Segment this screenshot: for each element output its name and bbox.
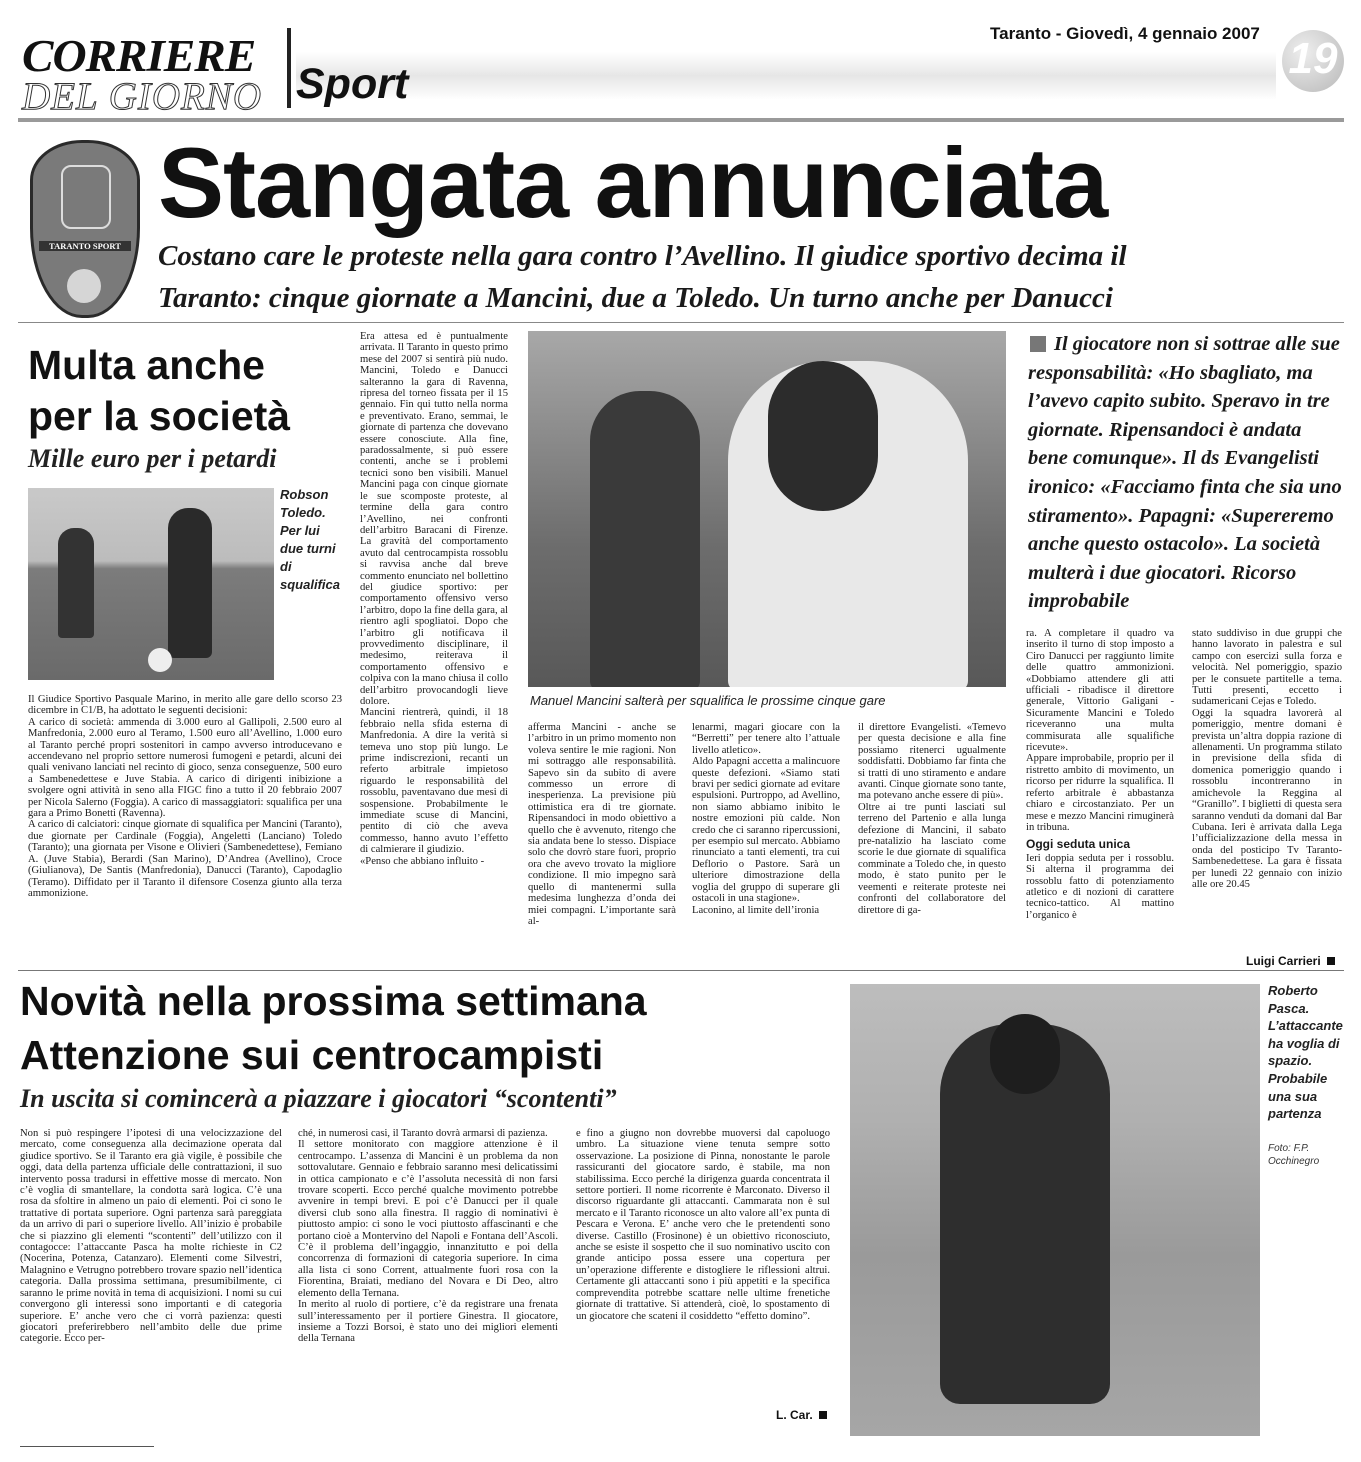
crest-figure-icon — [61, 165, 111, 229]
crest-ball-icon — [67, 269, 101, 303]
main-col5 — [1026, 628, 1174, 962]
goalkeeper-silhouette — [58, 528, 94, 638]
crest-text: TARANTO SPORT — [39, 241, 131, 251]
bottom-col1-text: Non si può respingere l’ipotesi di una velocizzazione del mercato, come conseguenza alla decimazione operata dal giudice sportivo. Se il Taranto era già vigile, è possibile che oggi, data della partenza ufficiale delle contrattazioni, il suo intervento possa tradursi in effettive mosse di mercato. Non c’è voglia di smantellare, la condotta sarà logica. C’è una rosa da sfoltire in almeno un paio di elementi. Poi ci sono le trattative di portata superiore. Ogni partenza sarà pareggiata da un arrivo di pari o superiore livello. All’inizio è probabile che si piazzino gli elementi “scontenti” dell’utilizzo con il contagocce: l’attaccante Pasca ha molte richieste in C2 (Nocerina, Potenza, Catanzaro). Elementi come Silvestri, Malagnino e Vetrugno potrebbero trovare spazio nell’identica categoria. Dalla prossima settimana, presumibilmente, ci saranno le prime novità in tema di acquisizioni. I nomi su cui convergono gli interessi sono importanti e di categoria superiore. E’ anche vero che ci vorrà pazienza: questi giocatori preferirebbero nell’ambito delle due prime categorie. Ecco per- — [20, 1128, 282, 1345]
mancini-photo-caption: Manuel Mancini salterà per squalifica le prossime cinque gare — [530, 693, 886, 708]
main-col5-text: ra. A completare il quadro va inserito il turno di stop imposto a Ciro Danucci per raggiunto limite delle quattro ammonizioni. «Dobbiamo attendere gli atti ufficiali - ribadisce il direttore generale, Vittorio Galigani - Sicuramente Mancini e Toledo riceveranno una multa commisurata alle squalifiche ricevute». Appare improbabile, proprio per il ristretto ambito di movimento, un ricorso per ridurre la squalifica. Il referto arbitrale è abbastanza chiaro e circostanziato. Per un mese e mezzo Mancini rimuginerà in tribuna. — [1026, 628, 1174, 833]
side-headline-line2: per la società — [28, 393, 291, 439]
lead-deck-line1: Costano care le proteste nella gara contro l’Avellino. Il giudice sportivo decima il — [158, 240, 1127, 272]
logo-line2: DEL GIORNO — [22, 75, 263, 118]
masthead-logo — [18, 22, 288, 118]
masthead-bottom-rule — [18, 118, 1344, 122]
side-story-body — [28, 694, 342, 962]
taranto-crest — [30, 140, 140, 318]
main-col1-text: Era attesa ed è puntualmente arrivata. Il Taranto in questo primo mese del 2007 si sentirà più nudo. Mancini, Toledo e Danucci salteranno la gara di Ravenna, ripresa del torneo fissata per il 15 gennaio. Fin qui tutto nella norma e preventivato. Erano, semmai, le giornate di partenza che dovevano essere conosciute. Alla fine, paradossalmente, si può essere contenti, anche se i problemi tecnici sono ben visibili. Manuel Mancini paga con cinque giornate le sue scomposte proteste, al termine della gara contro l’Avellino, nei confronti dell’arbitro Baracani di Firenze. La gravità del comportamento avuto dal centrocampista rossoblu si ravvisa anche dal breve commento enunciato nel bollettino del giudice sportivo: per comportamento offensivo verso l’arbitro, dopo la fine della gara, al rientro agli spogliatoi. Dopo che l’arbitro gli notificava il provvedimento disciplinare, il medesimo, reiterava il comportamento offensivo e colpiva con la mano chiusa il collo dell’arbitro provocandogli lieve dolore. Mancini rientrerà, quindi, il 18 febbraio nella sfida esterna di Manfredonia. A dire la verità si temeva uno stop più lungo. Le prime indiscrezioni, recanti un referto arbitrale impietoso riguardo le responsabilità del rossoblu, paventavano due mesi di sospensione. Probabilmente le immediate scuse di Mancini, pentito di ciò che aveva commesso, hanno avuto l’effetto di calmierare il giudizio. «Penso che abbiano influito - — [360, 331, 508, 867]
ball-icon — [148, 648, 172, 672]
main-col3 — [692, 722, 840, 962]
footer-rule — [20, 1446, 154, 1447]
pasca-head — [990, 1014, 1060, 1094]
main-col6-text: stato suddiviso in due gruppi che hanno lavorato in palestra e sul campo con esercizi sulla forza e velocità. Nel pomeriggio, spazio per le consuete partitelle a tema. Tutti presenti, eccetto i sudamericani Cejas e Toledo. Oggi la squadra lavorerà al pomeriggio, mentre domani è prevista un’altra doppia razione di allenamenti. Un programma stilato in previsione della sfida di domenica pomeriggio quando i rossoblu incontreranno in amichevole la Reggina al “Granillo”. I biglietti di questa sera saranno venduti da domani dal Bar Cubana. Ieri è arrivata dalla Lega l’ufficializzazione della messa in onda del posticipo Tv Taranto-Sambenedettese. La gara è fissata per lunedì 22 gennaio con inizio alle ore 20.45 — [1192, 628, 1342, 890]
bottom-col2-text: ché, in numerosi casi, il Taranto dovrà armarsi di pazienza. Il settore monitorato con maggiore attenzione è il centrocampo. L’assenza di Mancini è un problema da non sottovalutare. Gennaio e febbraio saranno mesi delicatissimi in ottica campionato e c’è l’assoluta necessità di non farsi trovare scoperti. Ecco perché qualche movimento potrebbe avvenire in tempi brevi. E poi c’è Danucci per il quale diversi club sono alla finestra. Il raggio di nominativi è piuttosto ampio: ci sono le voci piuttosto affascinanti e che portano cioè a Montervino del Napoli e Fontana dell’Ascoli. C’è il problema dell’ingaggio, innanzitutto e poi della concorrenza di formazioni di categoria superiore. In cima alla lista ci sono Corrent, attualmente fuori rosa con la Fiorentina, Braiati, mediano del Novara e Di Deo, altro elemento della Ternana. In merito al ruolo di portiere, c’è da registrare una frenata sull’interessamento per il portiere Ginestra. Il giocatore, insieme a Tozzi Borsoi, è stato uno dei migliori elementi della Ternana — [298, 1128, 558, 1345]
main-col3-text: lenarmi, magari giocare con la “Berretti” per tenere alto l’attuale livello atletico». Aldo Papagni accetta a malincuore queste defezioni. «Siamo stati bravi per sedici giornate ad evitare espulsioni. Purtroppo, ad Avellino, non siamo abbiamo inibito le nostre emozioni più calde. Non credo che ci saranno ripercussioni, per esempio sul mercato. Abbiamo rinunciato a tanti elementi, tra cui Deflorio o Pastore. Sarà un ulteriore dimostrazione della voglia del gruppo di superare gli ostacoli in una stagione». Laconino, al limite dell’ironia — [692, 722, 840, 916]
mancini-photo — [528, 331, 1006, 687]
bottom-byline-text: L. Car. — [776, 1408, 813, 1422]
page-number-badge — [1282, 30, 1344, 92]
bottom-col3-text: e fino a giugno non dovrebbe muoversi dal capoluogo umbro. La situazione viene tenuta sempre sotto osservazione. La posizione di Pinna, nonostante le parole rassicuranti del giocatore sardo, è stabile, ma non stabilissima. Ecco perché la dirigenza guarda concentrata il settore portieri. Il nome ricorrente è Marconato. Diverso il discorso riguardante gli attaccanti. Cammarata non è sul mercato e il Taranto riconosce un alto valore all’ex punta di Pescara e Verona. E’ anche vero che le pretendenti sono diverse. Castillo (Frosinone) è un obiettivo riconosciuto, anche se esiste il sospetto che il suo nominativo uscito con grande anticipo possa essere una copertura per un’operazione differente e distogliere le riflessioni altrui. Certamente gli attaccanti sono i più appetiti e la specifica comprevendita potrebbe scattare nelle ultime frenetiche giornate di trattative. Si attenderà, cioè, lo spostamento di un giocatore che scateni il cosiddetto “effetto domino”. — [576, 1128, 830, 1322]
bottom-headline-line2: Attenzione sui centrocampisti — [20, 1032, 604, 1078]
main-byline — [1246, 954, 1335, 968]
pull-quote: Il giocatore non si sottrae alle sue responsabilità: «Ho sbagliato, ma l’avevo capito subito. Speravo in tre giornate. Ripensandoci è andata bene comunque». Il ds Evangelisti ironico: «Facciamo finta che sia uno stiramento». Papagni: «Supereremo anche questo ostacolo». La società multerà i due giocatori. Ricorso improbabile — [1028, 333, 1342, 613]
end-square-icon — [1327, 957, 1335, 965]
toledo-photo — [28, 488, 274, 680]
main-col1 — [360, 331, 508, 962]
logo-line1: CORRIERE — [22, 31, 256, 81]
masthead-divider — [287, 28, 291, 108]
end-square-icon-2 — [819, 1411, 827, 1419]
pasca-photo — [850, 984, 1260, 1436]
side-subhead: Mille euro per i petardi — [28, 444, 277, 473]
lead-rule — [18, 322, 1344, 323]
lead-deck-line2: Taranto: cinque giornate a Mancini, due a Toledo. Un turno anche per Danucci — [158, 282, 1113, 314]
mid-page-rule — [18, 970, 1344, 971]
masthead-band — [296, 52, 1276, 100]
bottom-headline-line1: Novità nella prossima settimana — [20, 978, 647, 1024]
page-number: 19 — [1288, 34, 1338, 83]
bottom-col2 — [298, 1128, 558, 1420]
pasca-photo-credit: Foto: F.P. Occhinegro — [1268, 1143, 1320, 1167]
main-byline-text: Luigi Carrieri — [1246, 954, 1321, 968]
main-col4 — [858, 722, 1006, 962]
mancini-head — [768, 361, 878, 511]
main-col6 — [1192, 628, 1342, 948]
main-col2-text: afferma Mancini - anche se l’arbitro in un primo momento non voleva sentire le mie ragioni. Non mi sottraggo alle responsabilità. Sapevo sin da subito di avere commesso un errore di inesperienza. La previsione più ottimistica era di tre giornate. Ripensandoci in modo obiettivo a quello che è avvenuto, ritengo che sia andata bene lo stesso. Dispiace solo che dovrò stare fuori, proprio ora che avevo trovato la migliore condizione. Il mio impegno sarà quello di mantenermi sulla medesima lunghezza d’onda dei miei compagni. L’importante sarà al- — [528, 722, 676, 927]
pasca-photo-caption: Roberto Pasca. L’attaccante ha voglia di spazio. Probabile una sua partenza — [1268, 983, 1343, 1122]
bottom-col1 — [20, 1128, 282, 1446]
main-col5-subhead: Oggi seduta unica — [1026, 837, 1131, 852]
main-col5b-text: Ieri doppia seduta per i rossoblu. Si alterna il programma dei rossoblu fatto di potenziamento atletico e di nozioni di carattere tecnico-tattico. Al mattino l’organico è — [1026, 852, 1174, 921]
referee-silhouette — [590, 391, 700, 687]
bottom-byline — [776, 1408, 827, 1422]
main-col2 — [528, 722, 676, 962]
lead-headline: Stangata annunciata — [158, 127, 1108, 238]
dateline: Taranto - Giovedì, 4 gennaio 2007 — [990, 24, 1260, 43]
side-headline-line1: Multa anche — [28, 342, 265, 388]
player-silhouette — [168, 508, 212, 658]
bottom-col3 — [576, 1128, 830, 1400]
bottom-subhead: In uscita si comincerà a piazzare i giocatori “scontenti” — [20, 1084, 617, 1113]
toledo-photo-caption: Robson Toledo. Per lui due turni di squalifica — [280, 487, 340, 592]
main-col4-text: il direttore Evangelisti. «Temevo per questa decisione e alla fine possiamo ritenerci ugualmente soddisfatti. Dobbiamo far finta che si tratti di uno stiramento e andare avanti. Cinque giornate sono tante, ma potevano anche essere di più». Oltre ai tre punti lasciati sul terreno del Partenio e alla lunga defezione di Mancini, il sabato pre-natalizio ha lasciato come scorie le due giornate di squalifica comminate a Toledo che, in questo modo, è stato punito per le veementi e reiterate proteste nei confronti del collaboratore del direttore di ga- — [858, 722, 1006, 916]
section-title: Sport — [296, 60, 409, 108]
side-story-text: Il Giudice Sportivo Pasquale Marino, in merito alle gare dello scorso 23 dicembre in C1/B, ha adottato le seguenti decisioni: A carico di società: ammenda di 3.000 euro al Gallipoli, 2.500 euro al Manfredonia, 2.000 euro al Teramo, 1.500 euro all’Avellino, 1.000 euro al Taranto perché propri sostenitori in campo avverso introducevano e accendevano nel proprio settore numerosi fumogeni e petardi, alcuni dei quali venivano lanciati nel recinto di gioco, senza conseguenze, 500 euro a Sambenedettese e Juve Stabia. A carico di dirigenti inibizione a svolgere ogni attività in seno alla FIGC fino a tutto il 20 febbraio 2007 per Nicola Salerno (Foggia). A carico di massaggiatori: squalifica per una gara a Primo Bonetti (Ravenna). A carico di calciatori: cinque giornate di squalifica per Mancini (Taranto), due giornate per Cardinale (Foggia), Angeletti (Lanciano) Toledo (Taranto); una giornata per Visone e Olivieri (Sambenedettese), Femiano A. (Juve Stabia), Berardi (San Marino), D’Andrea (Avellino), Croce (Giulianova), De Santis (Manfredonia), Danucci (Taranto), Capodaglio (Teramo). Diffidato per il Taranto il difensore Cosenza giunto alla terza ammonizione. — [28, 694, 342, 899]
